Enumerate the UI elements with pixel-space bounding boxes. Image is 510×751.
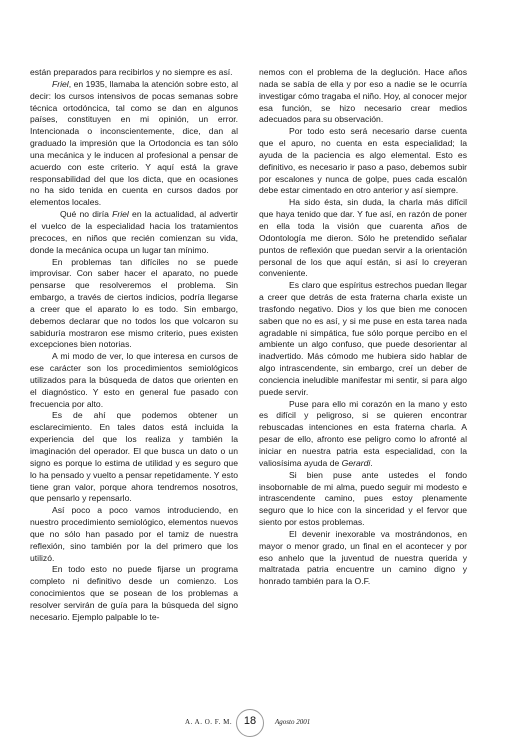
paragraph: Es de ahí que podemos obtener un esclarecimiento. En tales datos está incluida la experiencia del que los realiza y también la imaginación del operador. El que busca un dato o un signo es porque lo estima de utilidad y es seguro que lo ha pensado y vuelto a pensar repetidamente. Y esto tiene gran valor, porque ahora tendremos nosotros, que pensarlo y repensarlo. xyxy=(30,410,238,504)
paragraph: Si bien puse ante ustedes el fondo insobornable de mi alma, puedo seguir mi modesto e intrascendente camino, pues estoy plenamente seguro que lo hice con la sinceridad y el fervor que siento por estos problemas. xyxy=(259,469,467,528)
paragraph: Friel, en 1935, llamaba la atención sobre esto, al decir: los cursos intensivos de pocas semanas sobre técnica ortodóncica, tal como se dan en algunos países, constituyen en mi opinión, un error. Intencionada o inconscientemente, dice, dan al graduado la impresión que la Ortodoncia es tan sólo una mecánica y le inducen al profesional a pensar de acuerdo con este criterio. Y aquí está la grave responsabilidad del que los dicta, que en ocasiones no ha sido tenida en cuenta en cursos dados por elementos locales. xyxy=(30,78,238,208)
paragraph: Qué no diría Friel en la actualidad, al advertir el vuelco de la especialidad hacia los tratamientos precoces, en niños que recién comienzan su vida, donde la mecánica ocupa un lugar tan mínimo. xyxy=(30,209,238,255)
page-number-badge xyxy=(236,709,264,737)
paragraph: El devenir inexorable va mostrándonos, en mayor o menor grado, un final en el acontecer y por eso anhelo que la juventud de nuestra querida y maltratada patria encuentre un camino digno y honrado también para la O.F. xyxy=(259,528,467,587)
paragraph: Puse para ello mi corazón en la mano y esto es difícil y peligroso, si se quieren encontrar rebuscadas intenciones en esta fraterna charla. A pesar de ello, afronto ese peligro como lo afronté al iniciar en nuestra patria esta especialidad, con la valiosísima ayuda de Gerardi. xyxy=(259,398,467,468)
paragraph: En todo esto no puede fijarse un programa completo ni definitivo desde un comienzo. Los conocimientos que se posean de los problemas a resolver servirán de guía para la búsqueda del signo necesario. Ejemplo palpable lo te- xyxy=(30,564,238,622)
paragraph: están preparados para recibirlos y no siempre es así. xyxy=(30,67,233,77)
paragraph: A mi modo de ver, lo que interesa en cursos de ese carácter son los procedimientos semiológicos utilizados para la búsqueda de datos que orienten en el diagnóstico. Y esto en general fue pasado con frecuencia por alto. xyxy=(30,351,238,409)
paragraph: Ha sido ésta, sin duda, la charla más difícil que haya tenido que dar. Y fue así, en razón de poner en ella toda la visión que cuarenta años de Odontología me dieron. Sólo he pretendido señalar puntos de reflexión que puedan servir a la orientación personal de los que aquí están, si así lo creyeran conveniente. xyxy=(259,197,467,279)
paragraph: Por todo esto será necesario darse cuenta que el apuro, no cuenta en esta especialidad; la ayuda de la paciencia es algo elemental. Esto es definitivo, es necesario ir paso a paso, debemos subir por escalones y nunca de golpe, pues cada escalón debe estar cimentado en otro anterior y así siempre. xyxy=(259,126,467,196)
paragraph: Es claro que espíritus estrechos puedan llegar a creer que detrás de esta fraterna charla existe un trasfondo negativo. Dios y los que bien me conocen saben que no es así, y si me puse en esta tarea nada agradable ni simpática, fue sólo porque percibo en el ambiente un algo confuso, que puede desorientar al inadvertido. Más cómodo me hubiera sido hablar de algo intrascendente, sin embargo, creí un deber de conciencia ineludible manifestar mi sentir, si para algo puede servir. xyxy=(259,280,467,397)
left-text-column xyxy=(30,67,238,624)
footer-date: Agosto 2001 xyxy=(275,718,311,726)
paragraph: En problemas tan difíciles no se puede improvisar. Con saber hacer el aparato, no puede pensarse que resolveremos el problema. Sin embargo, a través de ciertos indicios, podría llegarse a creer que el aparato lo es todo. Sin embargo, debemos declarar que no todos los que volcaron su sabiduría mostraron ese mismo criterio, pues existen excepciones bien notorias. xyxy=(30,256,238,350)
page-footer xyxy=(0,707,510,737)
paragraph: nemos con el problema de la deglución. Hace años nada se sabía de ella y por eso a nadie se le ocurría investigar cómo tragaba el niño. Hoy, al conocer mejor esa función, se hizo necesario crear medios adecuados para su observación. xyxy=(259,67,467,125)
right-text-column xyxy=(259,67,467,588)
paragraph: Así poco a poco vamos introduciendo, en nuestro procedimiento semiológico, elementos nuevos que no sólo han pasado por el tamiz de nuestra reflexión, sino también por la del primero que los utilizó. xyxy=(30,505,238,563)
page-number: 18 xyxy=(243,715,257,727)
footer-organization: A. A. O. F. M. xyxy=(185,718,233,726)
